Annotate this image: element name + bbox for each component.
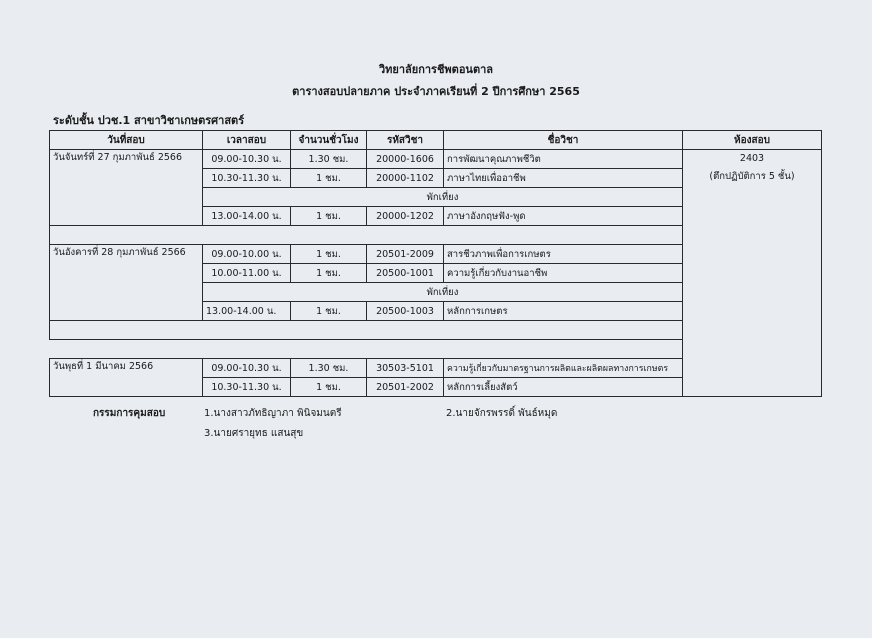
exam-hours: 1 ชม. bbox=[291, 302, 367, 321]
level-heading: ระดับชั้น ปวช.1 สาขาวิชาเกษตรศาสตร์ bbox=[53, 114, 245, 127]
date-cell-empty bbox=[50, 169, 203, 188]
exam-hours: 1 ชม. bbox=[291, 245, 367, 264]
subject-code: 20500-1003 bbox=[367, 302, 444, 321]
subject-code: 20000-1102 bbox=[367, 169, 444, 188]
exam-hours: 1 ชม. bbox=[291, 378, 367, 397]
table-header-row bbox=[50, 131, 822, 150]
room-building: (ตึกปฏิบัติการ 5 ชั้น) bbox=[709, 171, 795, 182]
exam-hours: 1.30 ชม. bbox=[291, 359, 367, 378]
committee-label: กรรมการคุมสอบ bbox=[93, 408, 166, 419]
subject-name: ภาษาไทยเพื่ออาชีพ bbox=[444, 169, 683, 188]
exam-room bbox=[683, 150, 822, 397]
committee-member-2: 2.นายจักรพรรดิ์ พันธ์หมุด bbox=[446, 408, 558, 419]
table-row bbox=[50, 150, 822, 169]
column-header-date: วันที่สอบ bbox=[50, 131, 203, 150]
exam-schedule-table bbox=[49, 130, 822, 397]
exam-time: 10.30-11.30 น. bbox=[203, 169, 291, 188]
date-cell-empty bbox=[50, 283, 203, 302]
exam-date: วันอังคารที่ 28 กุมภาพันธ์ 2566 bbox=[50, 245, 203, 264]
exam-hours: 1 ชม. bbox=[291, 207, 367, 226]
exam-hours: 1.30 ชม. bbox=[291, 150, 367, 169]
column-header-room: ห้องสอบ bbox=[683, 131, 822, 150]
date-cell-empty bbox=[50, 207, 203, 226]
exam-date: วันจันทร์ที่ 27 กุมภาพันธ์ 2566 bbox=[50, 150, 203, 169]
spacer-cell bbox=[50, 340, 683, 359]
exam-time: 13.00-14.00 น. bbox=[203, 302, 291, 321]
subject-name: สารชีวภาพเพื่อการเกษตร bbox=[444, 245, 683, 264]
exam-hours: 1 ชม. bbox=[291, 264, 367, 283]
room-number: 2403 bbox=[739, 153, 765, 164]
exam-time: 13.00-14.00 น. bbox=[203, 207, 291, 226]
schedule-title: ตารางสอบปลายภาค ประจำภาคเรียนที่ 2 ปีการศึกษา 2565 bbox=[292, 85, 580, 98]
column-header-time: เวลาสอบ bbox=[203, 131, 291, 150]
subject-name: ความรู้เกี่ยวกับมาตรฐานการผลิตและผลิตผลทางการเกษตร bbox=[444, 359, 683, 378]
subject-name: การพัฒนาคุณภาพชีวิต bbox=[444, 150, 683, 169]
lunch-break: พักเที่ยง bbox=[203, 283, 683, 302]
college-title: วิทยาลัยการชีพตอนตาล bbox=[378, 63, 494, 76]
lunch-break: พักเที่ยง bbox=[203, 188, 683, 207]
date-cell-empty bbox=[50, 378, 203, 397]
committee-member-1: 1.นางสาวภัทธิญาภา พินิจมนตรี bbox=[204, 408, 342, 419]
spacer-cell bbox=[50, 226, 683, 245]
spacer-cell bbox=[50, 321, 683, 340]
subject-name: หลักการเกษตร bbox=[444, 302, 683, 321]
exam-time: 09.00-10.30 น. bbox=[203, 150, 291, 169]
subject-name: หลักการเลี้ยงสัตว์ bbox=[444, 378, 683, 397]
subject-code: 20500-1001 bbox=[367, 264, 444, 283]
subject-code: 30503-5101 bbox=[367, 359, 444, 378]
exam-time: 10.30-11.30 น. bbox=[203, 378, 291, 397]
subject-code: 20501-2009 bbox=[367, 245, 444, 264]
exam-time: 10.00-11.00 น. bbox=[203, 264, 291, 283]
subject-name: ความรู้เกี่ยวกับงานอาชีพ bbox=[444, 264, 683, 283]
subject-code: 20501-2002 bbox=[367, 378, 444, 397]
exam-time: 09.00-10.00 น. bbox=[203, 245, 291, 264]
date-cell-empty bbox=[50, 264, 203, 283]
subject-code: 20000-1202 bbox=[367, 207, 444, 226]
exam-date: วันพุธที่ 1 มีนาคม 2566 bbox=[50, 359, 203, 378]
column-header-hours: จำนวนชั่วโมง bbox=[291, 131, 367, 150]
column-header-code: รหัสวิชา bbox=[367, 131, 444, 150]
column-header-subject: ชื่อวิชา bbox=[444, 131, 683, 150]
exam-time: 09.00-10.30 น. bbox=[203, 359, 291, 378]
date-cell-empty bbox=[50, 188, 203, 207]
date-cell-empty bbox=[50, 302, 203, 321]
committee-member-3: 3.นายศรายุทธ แสนสุข bbox=[204, 428, 304, 439]
exam-hours: 1 ชม. bbox=[291, 169, 367, 188]
subject-name: ภาษาอังกฤษฟัง-พูด bbox=[444, 207, 683, 226]
subject-code: 20000-1606 bbox=[367, 150, 444, 169]
